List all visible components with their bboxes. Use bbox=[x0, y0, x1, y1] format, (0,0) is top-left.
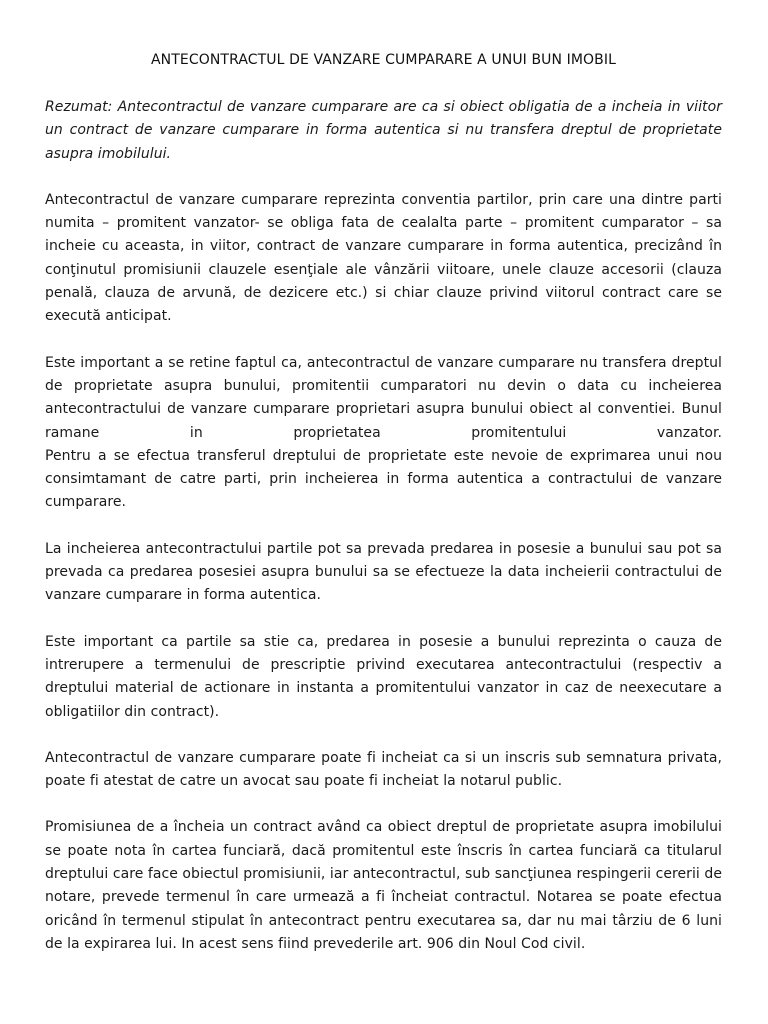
paragraph-form: Antecontractul de vanzare cumparare poate fi incheiat ca si un inscris sub semnatura privata, poate fi atestat de catre un avocat sau poate fi incheiat la notarul public. bbox=[45, 749, 722, 790]
paragraph-transfer-part1: Este important a se retine faptul ca, antecontractul de vanzare cumparare nu transfera dreptul de proprietate asupra bunului, promitentii cumparatori nu devin o data cu incheierea antecontractului de vanzare cumparare proprietari asupra bunului obiect al conventiei. Bunul ramane in proprietatea promitentului vanzator. bbox=[45, 354, 722, 441]
document-title: ANTECONTRACTUL DE VANZARE CUMPARARE A UNUI BUN IMOBIL bbox=[151, 52, 616, 68]
document-page bbox=[45, 50, 722, 979]
paragraph-transfer-part2: Pentru a se efectua transferul dreptului de proprietate este nevoie de exprimarea unui nou consimtamant de catre parti, prin incheierea in forma autentica a contractului de vanzare cumparare. bbox=[45, 447, 722, 511]
paragraph-transfer bbox=[45, 352, 722, 515]
paragraph-possession: La incheierea antecontractului partile pot sa prevada predarea in posesie a bunului sau pot sa prevada ca predarea posesiei asupra bunului sa se efectueze la data incheierii contractului de vanzare cumparare in forma autentica. bbox=[45, 540, 722, 604]
paragraph-prescription: Este important ca partile sa stie ca, predarea in posesie a bunului reprezinta o cauza de intrerupere a termenului de prescriptie privind executarea antecontractului (respectiv a dreptului material de actionare in instanta a promitentului vanzator in caz de neexecutare a obligatiilor din contract). bbox=[45, 633, 722, 720]
abstract-paragraph: Rezumat: Antecontractul de vanzare cumparare are ca si obiect obligatia de a incheia in viitor un contract de vanzare cumparare in forma autentica si nu transfera dreptul de proprietate asupra imobilului. bbox=[45, 99, 722, 162]
paragraph-land-registry: Promisiunea de a încheia un contract având ca obiect dreptul de proprietate asupra imobilului se poate nota în cartea funciară, dacă promitentul este înscris în cartea funciară ca titularul dreptului care face obiectul promisiunii, iar antecontractul, sub sancţiunea respingerii cererii de notare, prevede termenul în care urmează a fi încheiat contractul. Notarea se poate efectua oricând în termenul stipulat în antecontract pentru executarea sa, dar nu mai târziu de 6 luni de la expirarea lui. In acest sens fiind prevederile art. 906 din Noul Cod civil. bbox=[45, 819, 722, 952]
paragraph-definition: Antecontractul de vanzare cumparare reprezinta conventia partilor, prin care una dintre parti numita – promitent vanzator- se obliga fata de cealalta parte – promitent cumparator – sa incheie cu aceasta, in viitor, contract de vanzare cumparare in forma autentica, precizând în conţinutul promisiunii clauzele esenţiale ale vânzării viitoare, unele clauze accesorii (clauza penală, clauza de arvună, de dezicere etc.) si chiar clauze privind viitorul contract care se execută anticipat. bbox=[45, 191, 722, 325]
